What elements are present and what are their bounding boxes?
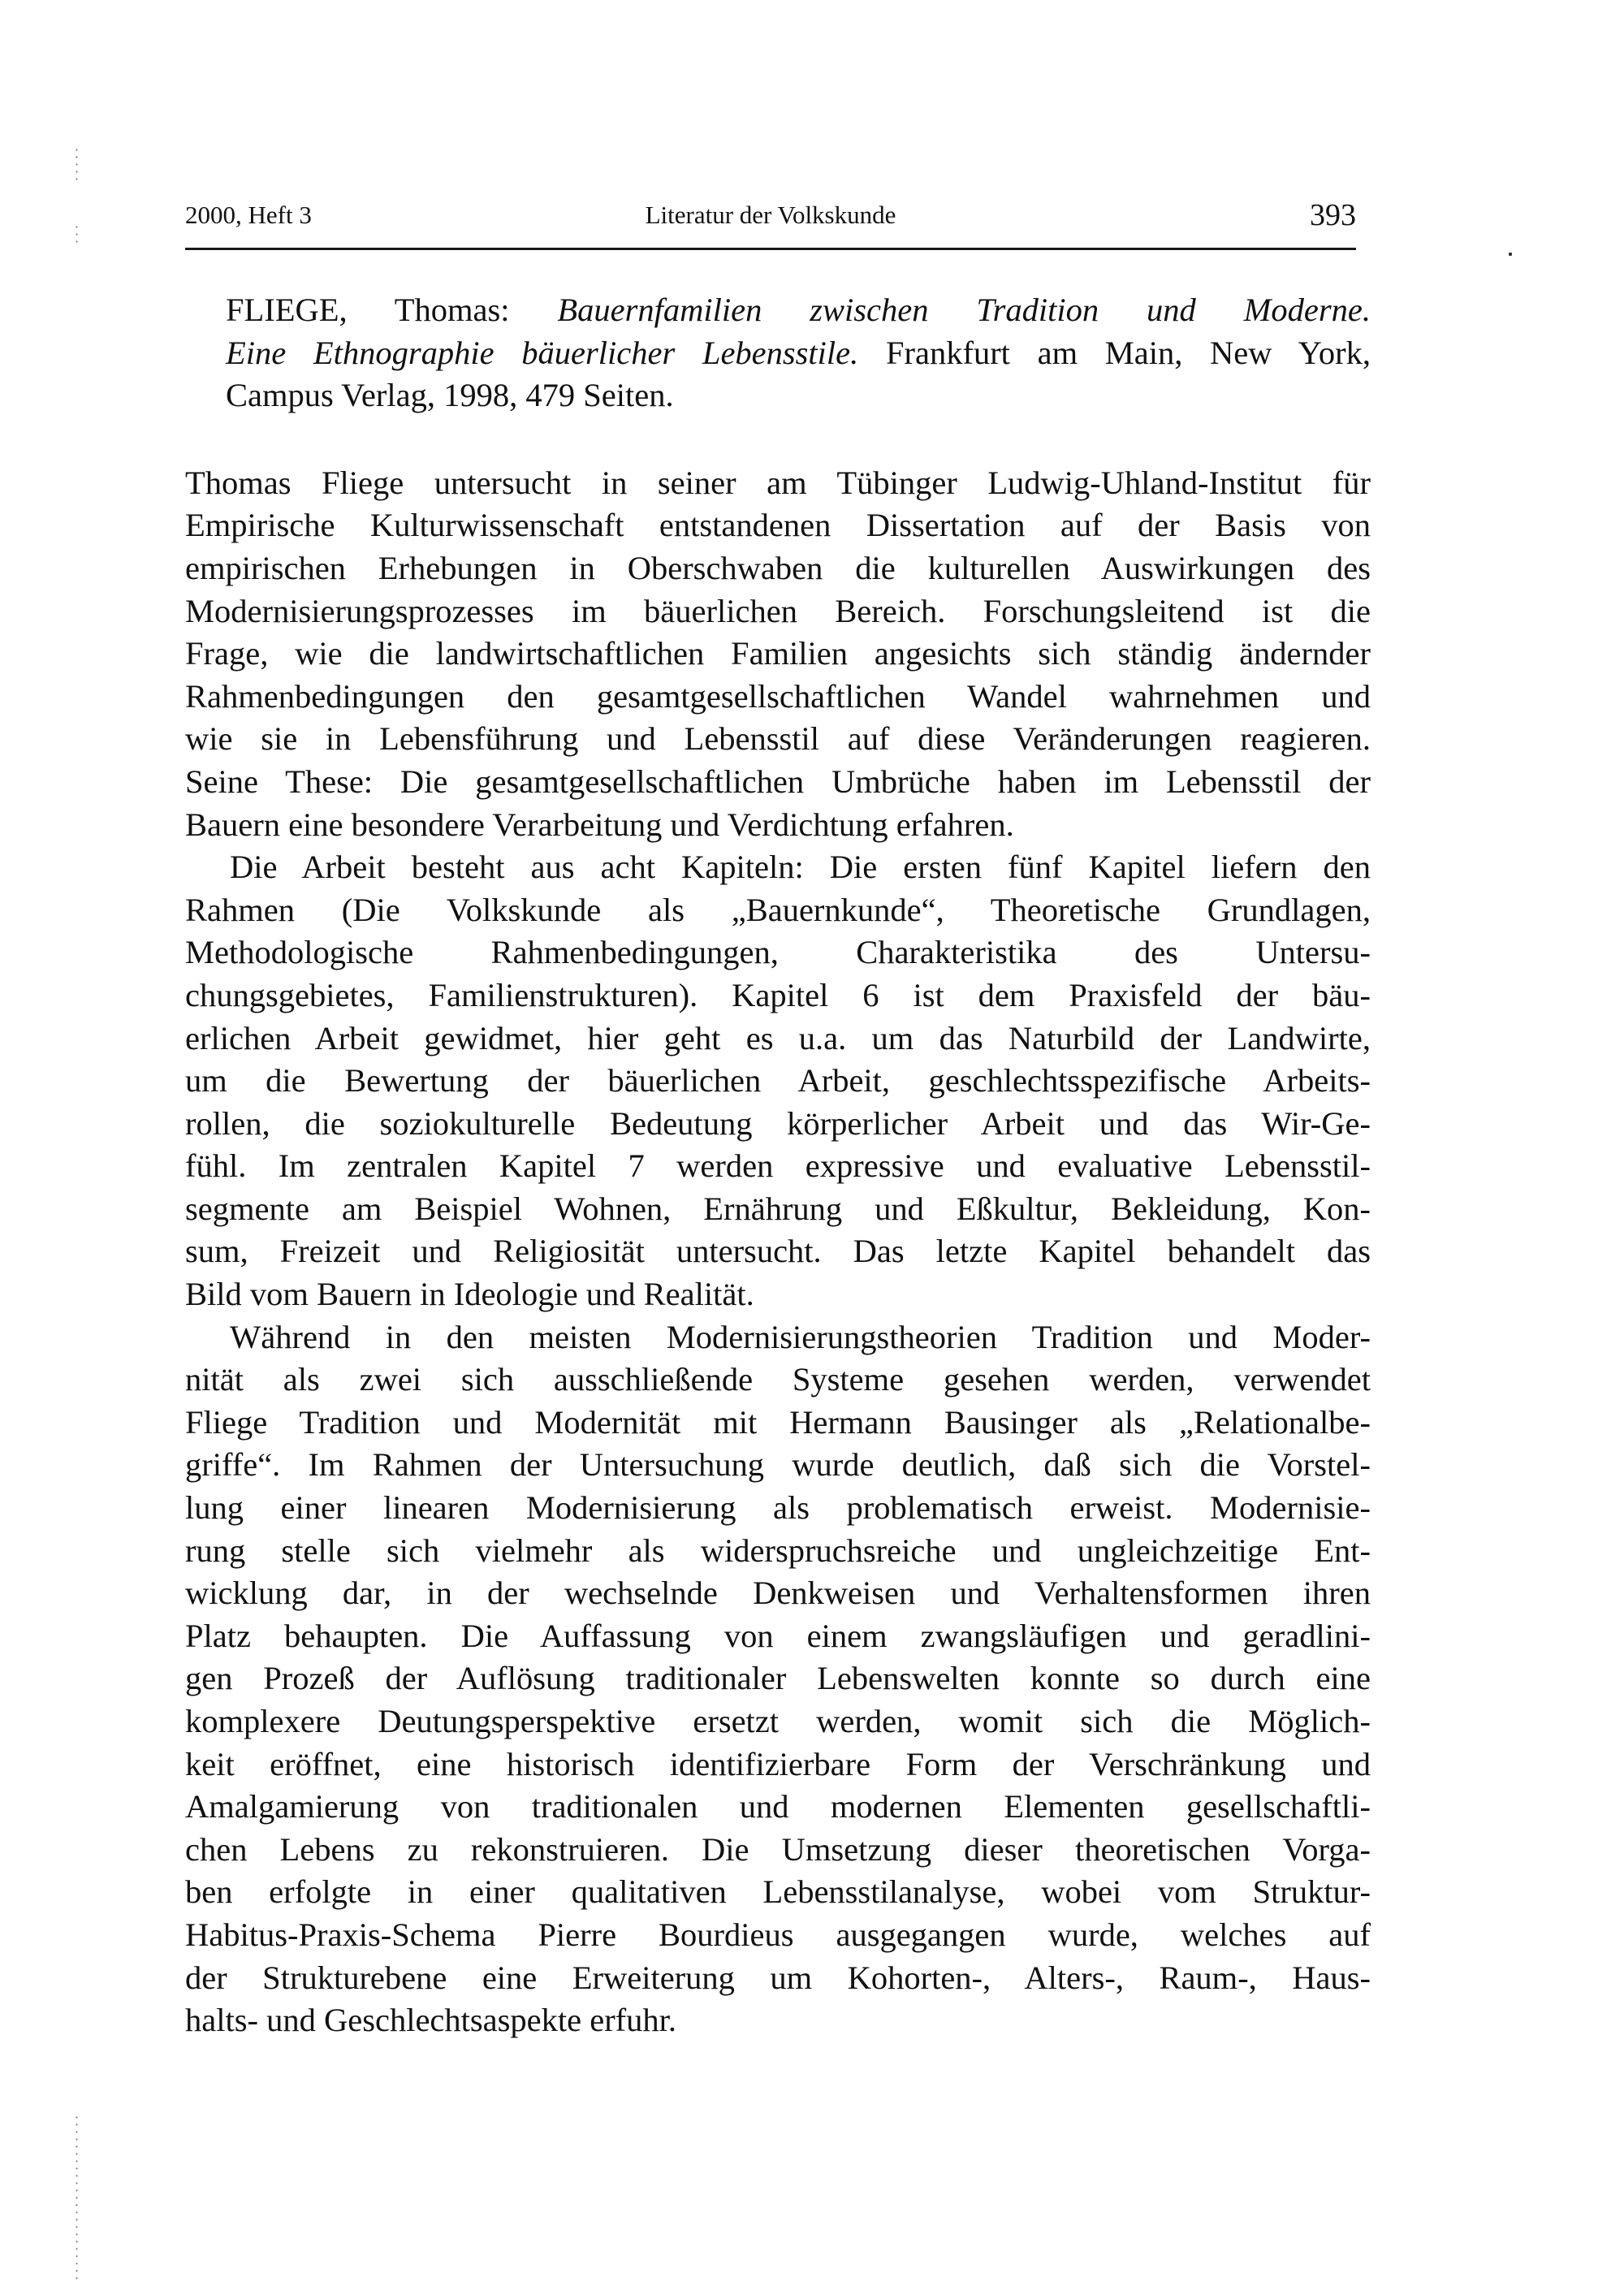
page-content — [185, 289, 1371, 2042]
section-title: Literatur der Volkskunde — [645, 201, 896, 229]
text-line: Bauern eine besondere Verarbeitung und Verdichtung erfahren. — [185, 806, 1014, 843]
text-line: Die Arbeit besteht aus acht Kapiteln: Die ersten fünf Kapitel liefern den — [230, 849, 1371, 886]
citation-place: Frankfurt am Main, New York, — [885, 334, 1371, 371]
text-line: lung einer linearen Modernisierung als problematisch erweist. Modernisie- — [185, 1489, 1371, 1527]
scan-artifact-dots-top — [76, 146, 78, 183]
text-line: Empirische Kulturwissenschaft entstandenen Dissertation auf der Basis von — [185, 507, 1371, 544]
text-line: Bild vom Bauern in Ideologie und Realität. — [185, 1276, 754, 1313]
citation-line-2 — [185, 332, 1371, 375]
text-line: Fliege Tradition und Modernität mit Hermann Bausinger als „Relationalbe- — [185, 1403, 1371, 1441]
text-line: erlichen Arbeit gewidmet, hier geht es u.a. um das Naturbild der Landwirte, — [185, 1019, 1371, 1056]
text-line: Rahmen (Die Volkskunde als „Bauernkunde“, Theoretische Grundlagen, — [185, 891, 1371, 928]
text-line: ben erfolgte in einer qualitativen Lebensstilanalyse, wobei vom Struktur- — [185, 1873, 1371, 1911]
text-line: nität als zwei sich ausschließende Systeme gesehen werden, verwendet — [185, 1361, 1371, 1398]
scan-artifact-dots-upper — [76, 223, 78, 248]
text-line: fühl. Im zentralen Kapitel 7 werden expressive und evaluative Lebensstil- — [185, 1147, 1371, 1185]
citation-line-1 — [185, 289, 1371, 332]
review-body — [185, 462, 1371, 2042]
header-rule — [185, 248, 1356, 250]
text-line: Platz behaupten. Die Auffassung von einem zwangsläufigen und geradlini- — [185, 1617, 1371, 1654]
text-line: sum, Freizeit und Religiosität untersucht. Das letzte Kapitel behandelt das — [185, 1233, 1371, 1270]
citation-publisher: Campus Verlag, 1998, 479 Seiten. — [226, 377, 674, 414]
text-line: chen Lebens zu rekonstruieren. Die Umsetzung dieser theoretischen Vorga- — [185, 1830, 1371, 1868]
text-line: gen Prozeß der Auflösung traditionaler Lebenswelten konnte so durch eine — [185, 1660, 1371, 1697]
review-paragraph — [185, 846, 1371, 1316]
text-line: Rahmenbedingungen den gesamtgesellschaftlichen Wandel wahrnehmen und — [185, 677, 1371, 715]
text-line: empirischen Erhebungen in Oberschwaben die kulturellen Auswirkungen des — [185, 549, 1371, 586]
text-line: chungsgebietes, Familienstrukturen). Kapitel 6 ist dem Praxisfeld der bäu- — [185, 976, 1371, 1013]
text-line: Seine These: Die gesamtgesellschaftlichen Umbrüche haben im Lebensstil der — [185, 763, 1371, 800]
text-line: wie sie in Lebensführung und Lebensstil auf diese Veränderungen reagieren. — [185, 720, 1371, 758]
text-line: wicklung dar, in der wechselnde Denkweisen und Verhaltensformen ihren — [185, 1575, 1371, 1612]
page-number: 393 — [1310, 198, 1356, 232]
book-citation — [185, 289, 1371, 417]
citation-title: Bauernfamilien zwischen Tradition und Moderne. — [557, 292, 1371, 328]
text-line: rung stelle sich vielmehr als widerspruchsreiche und ungleichzeitige Ent- — [185, 1531, 1371, 1569]
text-line: Habitus-Praxis-Schema Pierre Bourdieus ausgegangen wurde, welches auf — [185, 1916, 1371, 1953]
text-line: segmente am Beispiel Wohnen, Ernährung und Eßkultur, Bekleidung, Kon- — [185, 1190, 1371, 1227]
text-line: Amalgamierung von traditionalen und modernen Elementen gesellschaftli- — [185, 1788, 1371, 1825]
running-head — [185, 195, 1356, 235]
text-line: Methodologische Rahmenbedingungen, Charakteristika des Untersu- — [185, 934, 1371, 971]
text-line: der Strukturebene eine Erweiterung um Kohorten-, Alters-, Raum-, Haus- — [185, 1959, 1371, 1996]
text-line: Modernisierungsprozesses im bäuerlichen Bereich. Forschungsleitend ist die — [185, 592, 1371, 629]
text-line: komplexere Deutungsperspektive ersetzt werden, womit sich die Möglich- — [185, 1703, 1371, 1739]
text-line: Thomas Fliege untersucht in seiner am Tübinger Ludwig-Uhland-Institut für — [185, 464, 1371, 501]
citation-subtitle: Eine Ethnographie bäuerlicher Lebensstile. — [226, 334, 859, 371]
citation-author: FLIEGE, Thomas: — [226, 292, 510, 328]
text-line: Während in den meisten Modernisierungstheorien Tradition und Moder- — [230, 1318, 1371, 1355]
citation-line-3 — [185, 374, 1371, 417]
text-line: halts- und Geschlechtsaspekte erfuhr. — [185, 2002, 677, 2039]
scan-artifact-dot — [1509, 253, 1512, 256]
review-paragraph — [185, 1316, 1371, 2042]
scan-artifact-dots-bottom — [76, 2114, 78, 2284]
text-line: keit eröffnet, eine historisch identifizierbare Form der Verschränkung und — [185, 1745, 1371, 1782]
review-paragraph — [185, 462, 1371, 846]
text-line: rollen, die soziokulturelle Bedeutung körperlicher Arbeit und das Wir-Ge- — [185, 1104, 1371, 1142]
text-line: griffe“. Im Rahmen der Untersuchung wurde deutlich, daß sich die Vorstel- — [185, 1446, 1371, 1484]
journal-issue: 2000, Heft 3 — [185, 201, 312, 229]
text-line: Frage, wie die landwirtschaftlichen Familien angesichts sich ständig ändernder — [185, 635, 1371, 672]
text-line: um die Bewertung der bäuerlichen Arbeit, geschlechtsspezifische Arbeits- — [185, 1062, 1371, 1099]
